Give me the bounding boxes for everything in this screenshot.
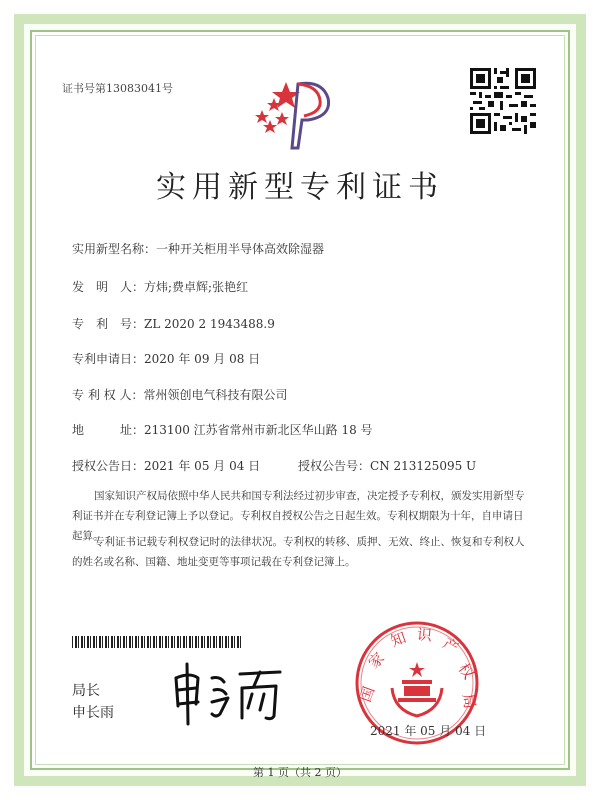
grant-announcement-number-row bbox=[298, 457, 476, 474]
field-label: 授权公告日： bbox=[72, 459, 145, 473]
utility-model-name-row bbox=[72, 240, 324, 257]
field-value: 213100 江苏省常州市新北区华山路 18 号 bbox=[144, 423, 373, 437]
barcode-icon bbox=[72, 636, 242, 648]
field-label: 专 利 号： bbox=[72, 317, 145, 331]
handwritten-signature-icon bbox=[168, 658, 288, 728]
signatory-name: 申长雨 bbox=[72, 705, 114, 721]
address-row bbox=[72, 421, 373, 438]
field-value: 常州领创电气科技有限公司 bbox=[143, 388, 288, 402]
patentee-row bbox=[72, 386, 287, 403]
field-label: 专 利 权 人： bbox=[72, 388, 144, 402]
qr-code-icon bbox=[470, 68, 536, 134]
grant-announcement-date-row bbox=[72, 457, 260, 474]
svg-text:识: 识 bbox=[416, 625, 433, 645]
legal-status-paragraph: 专利证书记载专利权登记时的法律状况。专利权的转移、质押、无效、终止、恢复和专利权人的姓名或名称、国籍、地址变更等事项记载在专利登记簿上。 bbox=[72, 536, 525, 568]
field-label: 地 址： bbox=[72, 423, 145, 437]
svg-text:国: 国 bbox=[356, 684, 379, 705]
field-label: 实用新型名称： bbox=[72, 242, 157, 256]
cnipa-logo-icon bbox=[252, 72, 348, 152]
field-label: 授权公告号： bbox=[298, 459, 371, 473]
application-date-row bbox=[72, 350, 260, 367]
field-value: CN 213125095 U bbox=[370, 459, 477, 473]
certificate-title: 实用新型专利证书 bbox=[156, 170, 444, 205]
svg-text:局: 局 bbox=[458, 692, 480, 711]
svg-text:知: 知 bbox=[388, 628, 409, 651]
certificate-number: 证书号第13083041号 bbox=[62, 82, 173, 95]
inventor-row bbox=[72, 278, 248, 295]
field-label: 发 明 人： bbox=[72, 280, 145, 294]
grant-statement-paragraph: 国家知识产权局依照中华人民共和国专利法经过初步审查，决定授予专利权，颁发实用新型专利证书并在专利登记簿上予以登记。专利权自授权公告之日起生效。专利权期限为十年，自申请日起算。 bbox=[72, 490, 525, 542]
field-label: 专利申请日： bbox=[72, 352, 145, 366]
field-value: 方炜;费卓辉;张艳红 bbox=[144, 280, 249, 294]
patent-number-row bbox=[72, 315, 275, 332]
field-value: 2021 年 05 月 04 日 bbox=[144, 459, 261, 473]
field-value: 2020 年 09 月 08 日 bbox=[144, 352, 261, 366]
svg-text:权: 权 bbox=[454, 659, 478, 683]
field-value: ZL 2020 2 1943488.9 bbox=[144, 317, 275, 331]
seal-date: 2021 年 05 月 04 日 bbox=[370, 724, 487, 738]
field-value: 一种开关柜用半导体高效除湿器 bbox=[156, 242, 325, 256]
svg-text:家: 家 bbox=[364, 648, 389, 673]
signatory-role: 局长 bbox=[72, 683, 100, 699]
svg-text:产: 产 bbox=[439, 634, 462, 658]
page-number: 第 1 页（共 2 页） bbox=[253, 766, 347, 779]
